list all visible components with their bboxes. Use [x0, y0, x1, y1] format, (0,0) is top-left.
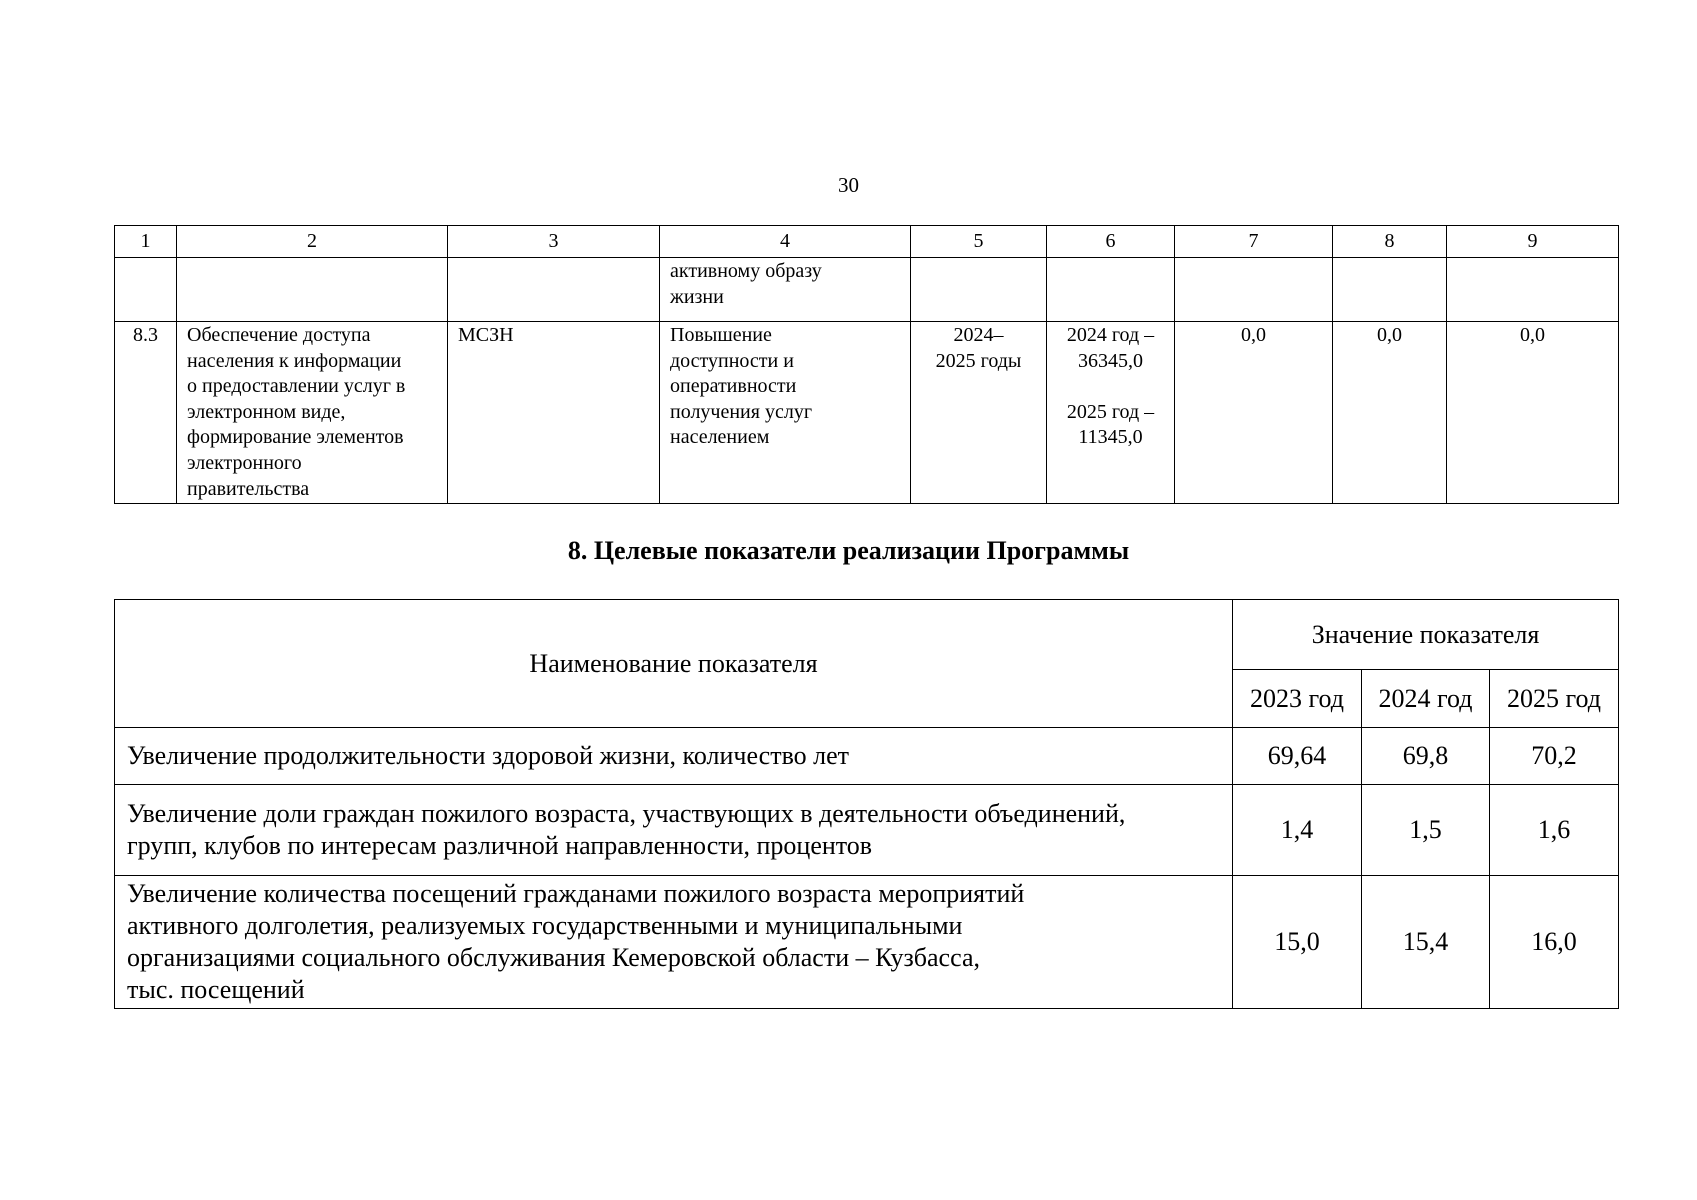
result-cell-continued	[660, 258, 911, 322]
indicator-name-header: Наименование показателя	[115, 600, 1233, 728]
cell-line: доступности и	[670, 349, 794, 372]
cell-line: 2024 год –	[1066, 324, 1155, 346]
indicators-header-row	[115, 600, 1619, 670]
cell-line: оперативности	[670, 375, 797, 398]
funding-cell	[1047, 322, 1175, 504]
column-number-row	[115, 226, 1619, 258]
row-number: 8.3	[115, 322, 177, 504]
cell-line: о предоставлении услуг в	[187, 375, 406, 398]
column-number: 8	[1333, 226, 1447, 258]
indicator-value: 1,6	[1490, 785, 1619, 876]
cell-line: тыс. посещений	[127, 975, 305, 1004]
indicators-table	[114, 599, 1619, 1009]
cell-line: Повышение	[670, 324, 772, 346]
cell-line: населения к информации	[187, 349, 402, 372]
cell-line: Увеличение количества посещений гражданами пожилого возраста мероприятий	[127, 879, 1025, 908]
indicator-value: 16,0	[1490, 876, 1619, 1009]
cell-line: 11345,0	[1078, 426, 1143, 449]
indicator-name	[115, 876, 1233, 1009]
cell-line: населением	[670, 426, 770, 449]
cell-line: электронного	[187, 451, 302, 474]
cell-line: активного долголетия, реализуемых государственными и муниципальными	[127, 911, 963, 940]
column-number: 5	[911, 226, 1047, 258]
executor-cell: МСЗН	[448, 322, 660, 504]
indicator-value-header: Значение показателя	[1233, 600, 1619, 670]
page-number: 30	[838, 173, 859, 197]
column-number: 1	[115, 226, 177, 258]
table-row-8-3	[115, 322, 1619, 504]
cell-line: Обеспечение доступа	[187, 324, 371, 346]
column-number: 3	[448, 226, 660, 258]
cell-line: формирование элементов	[187, 426, 404, 449]
cell-line: организациями социального обслуживания Кемеровской области – Кузбасса,	[127, 943, 980, 972]
activities-table-continued	[114, 225, 1619, 504]
cell-line: жизни	[670, 285, 724, 308]
indicator-name	[115, 785, 1233, 876]
year-header: 2023 год	[1233, 670, 1362, 728]
indicator-name	[115, 728, 1233, 785]
indicator-value: 15,0	[1233, 876, 1362, 1009]
indicator-value: 69,8	[1362, 728, 1490, 785]
cell-line: правительства	[187, 477, 310, 500]
cell-line: Увеличение продолжительности здоровой жизни, количество лет	[127, 741, 850, 770]
period-cell	[911, 322, 1047, 504]
col8-value: 0,0	[1333, 322, 1447, 504]
cell-line: Увеличение доли граждан пожилого возраста, участвующих в деятельности объединений,	[127, 799, 1126, 828]
indicator-value: 70,2	[1490, 728, 1619, 785]
year-header: 2024 год	[1362, 670, 1490, 728]
indicator-value: 69,64	[1233, 728, 1362, 785]
year-header: 2025 год	[1490, 670, 1619, 728]
cell-line: получения услуг	[670, 400, 813, 423]
cell-line: 2025 год –	[1066, 400, 1155, 423]
column-number: 2	[177, 226, 448, 258]
cell-line: групп, клубов по интересам различной направленности, процентов	[127, 831, 873, 860]
column-number: 7	[1175, 226, 1333, 258]
activity-cell	[177, 322, 448, 504]
column-number: 6	[1047, 226, 1175, 258]
section-heading: 8. Целевые показатели реализации Программы	[567, 536, 1130, 565]
indicator-value: 1,4	[1233, 785, 1362, 876]
continuation-row	[115, 258, 1619, 322]
col7-value: 0,0	[1175, 322, 1333, 504]
cell-line: 2025 годы	[935, 349, 1022, 372]
column-number: 4	[660, 226, 911, 258]
column-number: 9	[1447, 226, 1619, 258]
table-row	[115, 876, 1619, 1009]
cell-line: электронном виде,	[187, 400, 346, 423]
table-row	[115, 728, 1619, 785]
result-cell	[660, 322, 911, 504]
cell-line: активному образу	[670, 260, 822, 282]
table-row	[115, 785, 1619, 876]
indicator-value: 15,4	[1362, 876, 1490, 1009]
indicator-value: 1,5	[1362, 785, 1490, 876]
cell-line: 36345,0	[1078, 349, 1143, 372]
cell-line: 2024–	[953, 324, 1004, 346]
col9-value: 0,0	[1447, 322, 1619, 504]
